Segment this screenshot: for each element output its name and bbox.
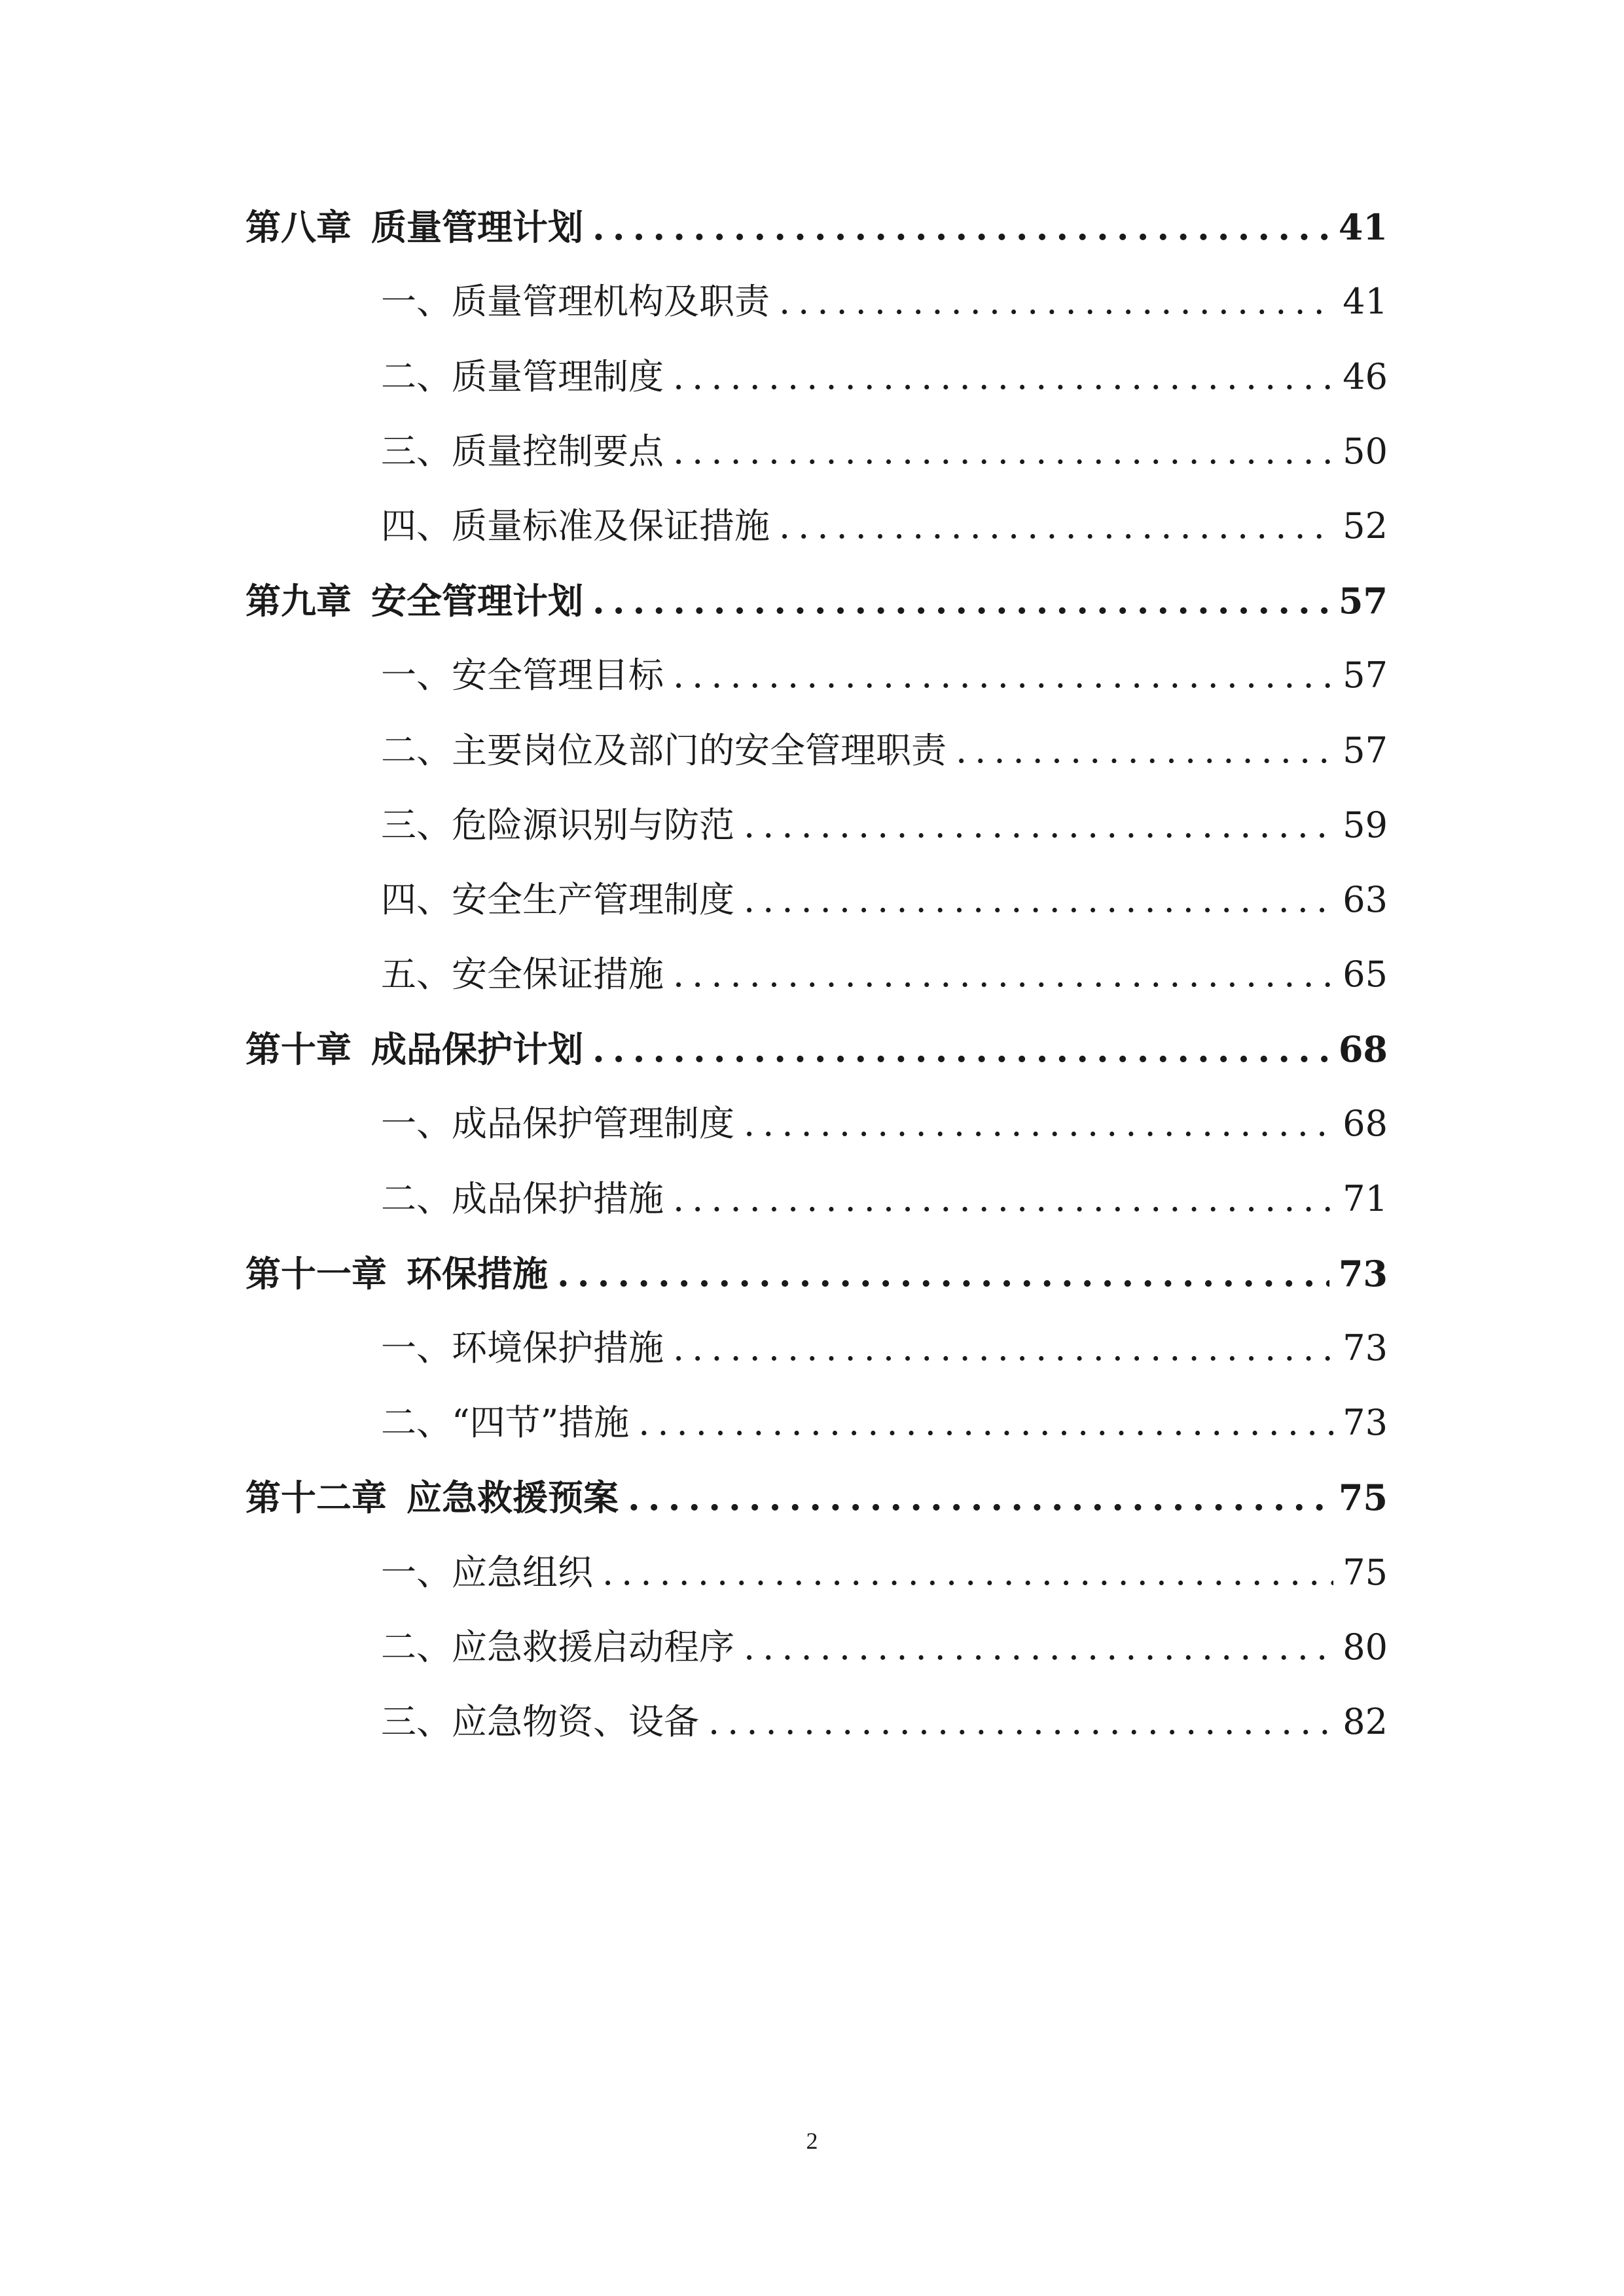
toc-leader-dots bbox=[673, 359, 1333, 395]
toc-entry-title: 一、环境保护措施 bbox=[381, 1327, 664, 1369]
toc-section[interactable] bbox=[245, 1528, 1388, 1603]
toc-leader-dots bbox=[673, 658, 1333, 693]
toc-chapter-number: 第十二章 bbox=[245, 1477, 387, 1519]
toc-leader-dots bbox=[592, 583, 1329, 619]
toc-section[interactable] bbox=[245, 1604, 1388, 1678]
toc-page-number: 73 bbox=[1343, 1327, 1388, 1369]
toc-leader-dots bbox=[628, 1480, 1329, 1515]
toc-section[interactable] bbox=[245, 258, 1388, 332]
toc-entry-title: 四、质量标准及保证措施 bbox=[381, 505, 770, 547]
toc-section[interactable] bbox=[245, 1155, 1388, 1229]
toc-page-number: 75 bbox=[1338, 1477, 1388, 1519]
toc-page-number: 75 bbox=[1343, 1551, 1388, 1593]
toc-leader-dots bbox=[744, 882, 1333, 918]
toc-entry-title: 质量管理计划 bbox=[371, 206, 583, 249]
toc-leader-dots bbox=[708, 1704, 1333, 1740]
toc-page-number: 73 bbox=[1338, 1252, 1388, 1295]
toc-entry-title: 二、质量管理制度 bbox=[381, 355, 664, 397]
toc-section[interactable] bbox=[245, 931, 1388, 1005]
toc-section[interactable] bbox=[245, 706, 1388, 781]
toc-section[interactable] bbox=[245, 856, 1388, 931]
page-number: 2 bbox=[806, 2128, 818, 2154]
toc-leader-dots bbox=[744, 808, 1333, 843]
toc-entry-label bbox=[245, 1028, 583, 1071]
toc-leader-dots bbox=[779, 509, 1333, 544]
toc-entry-title: 环保措施 bbox=[406, 1252, 548, 1295]
toc-entry-title: 成品保护计划 bbox=[371, 1028, 583, 1071]
toc-entry-title: 一、成品保护管理制度 bbox=[381, 1103, 734, 1145]
toc-entry-title: 应急救援预案 bbox=[406, 1477, 619, 1519]
toc-entry-label bbox=[245, 206, 583, 249]
toc-entry-title: 三、应急物资、设备 bbox=[381, 1700, 699, 1742]
toc-page-number: 80 bbox=[1343, 1626, 1388, 1668]
toc-leader-dots bbox=[557, 1256, 1329, 1291]
toc-page-number: 63 bbox=[1343, 878, 1388, 920]
toc-entry-title: 二、成品保护措施 bbox=[381, 1177, 664, 1219]
toc-leader-dots bbox=[592, 209, 1329, 245]
toc-section[interactable] bbox=[245, 408, 1388, 482]
toc-chapter-number: 第十章 bbox=[245, 1028, 352, 1071]
toc-entry-title: 四、安全生产管理制度 bbox=[381, 878, 734, 920]
toc-section[interactable] bbox=[245, 1304, 1388, 1379]
toc-page-number: 59 bbox=[1343, 804, 1388, 846]
toc-page-number: 50 bbox=[1343, 430, 1388, 472]
toc-page-number: 65 bbox=[1343, 954, 1388, 996]
toc-entry-title: 三、危险源识别与防范 bbox=[381, 804, 734, 846]
table-of-contents bbox=[245, 183, 1388, 1753]
toc-section[interactable] bbox=[245, 332, 1388, 407]
toc-entry-title: 三、质量控制要点 bbox=[381, 430, 664, 472]
toc-leader-dots bbox=[602, 1555, 1333, 1590]
toc-entry-title: 二、主要岗位及部门的安全管理职责 bbox=[381, 729, 947, 771]
toc-leader-dots bbox=[673, 957, 1333, 992]
toc-entry-title: 二、“四节”措施 bbox=[381, 1402, 630, 1444]
toc-section[interactable] bbox=[245, 482, 1388, 557]
toc-chapter[interactable] bbox=[245, 183, 1388, 258]
toc-chapter[interactable] bbox=[245, 1454, 1388, 1528]
toc-entry-label bbox=[245, 1252, 548, 1295]
toc-page-number: 71 bbox=[1343, 1177, 1388, 1219]
toc-chapter-number: 第十一章 bbox=[245, 1252, 387, 1295]
toc-page-number: 57 bbox=[1343, 729, 1388, 771]
toc-chapter[interactable] bbox=[245, 1230, 1388, 1304]
toc-leader-dots bbox=[673, 434, 1333, 469]
toc-entry-title: 二、应急救援启动程序 bbox=[381, 1626, 734, 1668]
toc-chapter[interactable] bbox=[245, 1005, 1388, 1080]
toc-section[interactable] bbox=[245, 1379, 1388, 1454]
toc-page-number: 57 bbox=[1338, 580, 1388, 622]
toc-section[interactable] bbox=[245, 632, 1388, 706]
toc-leader-dots bbox=[744, 1630, 1333, 1665]
toc-section[interactable] bbox=[245, 781, 1388, 856]
toc-leader-dots bbox=[673, 1181, 1333, 1217]
toc-entry-title: 一、安全管理目标 bbox=[381, 655, 664, 696]
toc-page-number: 52 bbox=[1343, 505, 1388, 547]
toc-entry-label bbox=[245, 580, 583, 622]
toc-page-number: 41 bbox=[1338, 206, 1388, 249]
toc-leader-dots bbox=[956, 733, 1333, 768]
toc-chapter[interactable] bbox=[245, 557, 1388, 632]
toc-page-number: 46 bbox=[1343, 355, 1388, 397]
toc-page-number: 41 bbox=[1343, 281, 1388, 323]
toc-page-number: 57 bbox=[1343, 655, 1388, 696]
toc-leader-dots bbox=[673, 1331, 1333, 1366]
toc-entry-label bbox=[245, 1477, 619, 1519]
toc-chapter-number: 第九章 bbox=[245, 580, 352, 622]
toc-leader-dots bbox=[744, 1106, 1333, 1141]
toc-entry-title: 安全管理计划 bbox=[371, 580, 583, 622]
toc-page-number: 82 bbox=[1343, 1700, 1388, 1742]
toc-entry-title: 五、安全保证措施 bbox=[381, 954, 664, 996]
toc-chapter-number: 第八章 bbox=[245, 206, 352, 249]
toc-section[interactable] bbox=[245, 1080, 1388, 1155]
toc-leader-dots bbox=[592, 1031, 1329, 1067]
toc-entry-title: 一、应急组织 bbox=[381, 1551, 593, 1593]
toc-entry-title: 一、质量管理机构及职责 bbox=[381, 281, 770, 323]
toc-page-number: 68 bbox=[1338, 1028, 1388, 1071]
toc-section[interactable] bbox=[245, 1678, 1388, 1753]
toc-page-number: 68 bbox=[1343, 1103, 1388, 1145]
toc-leader-dots bbox=[638, 1405, 1333, 1441]
toc-leader-dots bbox=[779, 284, 1333, 319]
toc-page-number: 73 bbox=[1343, 1402, 1388, 1444]
